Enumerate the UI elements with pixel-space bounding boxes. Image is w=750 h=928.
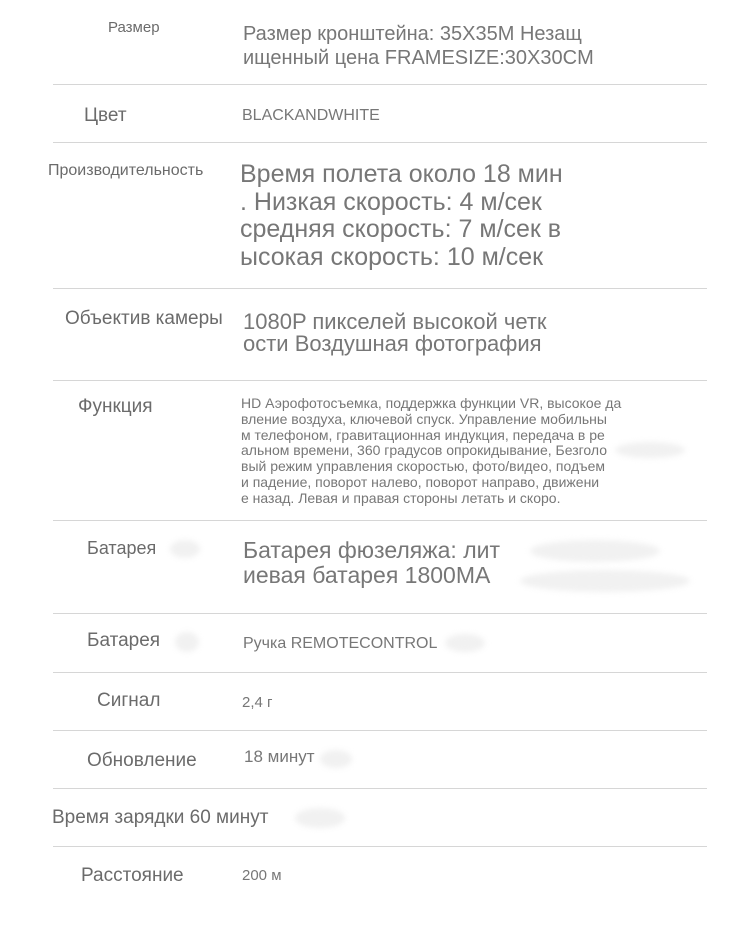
spec-label: Обновление [87,750,197,771]
background-smudge [175,632,199,652]
spec-label: Сигнал [97,690,161,711]
background-smudge [615,442,685,458]
spec-label: Батарея [87,538,157,558]
spec-label: Время зарядки 60 минут [52,807,269,828]
spec-value: Время полета около 18 мин . Низкая скорость: 4 м/сек средняя скорость: 7 м/сек в ысокая скорость: 10 м/сек [240,160,563,271]
spec-label: Батарея [87,630,161,651]
background-smudge [170,540,200,558]
background-smudge [530,540,660,562]
row-divider [53,672,707,673]
spec-label: Функция [78,396,153,417]
row-divider [53,788,707,789]
spec-value: Ручка REMOTECONTROL [243,635,438,652]
spec-value: Батарея фюзеляжа: лит иевая батарея 1800MA [243,537,500,588]
background-smudge [320,750,352,768]
spec-value: Размер кронштейна: 35X35M Незащ ищенный цена FRAMESIZE:30X30CM [243,23,594,69]
spec-value: BLACKANDWHITE [242,107,380,124]
background-smudge [520,570,690,592]
row-divider [53,730,707,731]
spec-label: Размер [108,19,160,36]
spec-label: Объектив камеры [65,308,223,329]
spec-label: Цвет [84,105,127,126]
spec-value: 200 м [242,867,282,884]
spec-value: HD Аэрофотосъемка, поддержка функции VR, высокое да вление воздуха, ключевой спуск. Управление мобильны м телефоном, гравитационная индукция, передача в ре альном времени, 360 градусов опрокидывание, Безголо вый режим управления скоростью, фото/видео, подъем и падение, поворот налево, поворот направо, движени е назад. Левая и правая стороны летать и скоро. [241,395,622,506]
spec-value: 18 минут [244,747,315,766]
spec-value: 2,4 г [242,694,273,711]
background-smudge [445,634,485,652]
row-divider [53,846,707,847]
background-smudge [295,808,345,828]
row-divider [53,380,707,381]
spec-label: Производительность [48,162,204,179]
spec-value: 1080P пикселей высокой четк ости Воздушная фотография [243,309,547,356]
row-divider [53,84,707,85]
row-divider [53,520,707,521]
spec-label: Расстояние [81,865,184,886]
row-divider [53,288,707,289]
row-divider [53,142,707,143]
row-divider [53,613,707,614]
